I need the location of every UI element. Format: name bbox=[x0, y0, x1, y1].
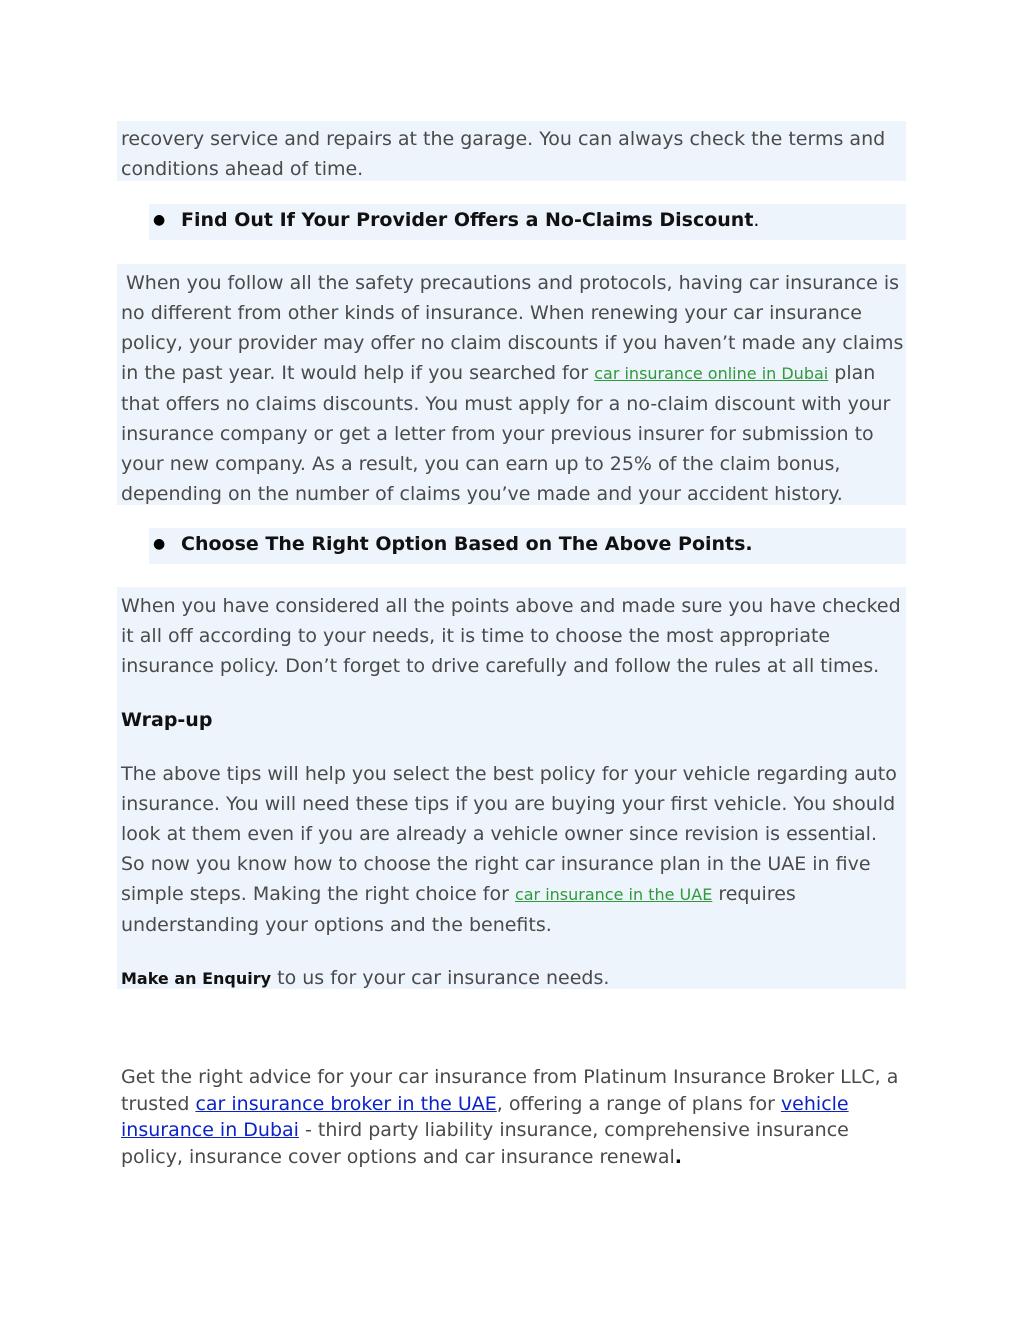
wrapup-text-2: requires understanding your options and the benefits. bbox=[121, 883, 796, 936]
no-claims-text-2: plan that offers no claims discounts. You must apply for a no-claim discount with your insurance company or get a letter from your previous insurer for submission to your new company. As a result, you can earn up to 25% of the claim bonus, depending on the number of claims you’ve made and your accident history. bbox=[121, 362, 891, 505]
intro-paragraph: recovery service and repairs at the garage. You can always check the terms and conditions ahead of time. bbox=[121, 128, 886, 180]
car-insurance-uae-link[interactable]: car insurance in the UAE bbox=[514, 885, 713, 904]
footer-text-1: Get the right advice for your car insurance from Platinum Insurance Broker LLC, a trusted bbox=[121, 1066, 899, 1115]
enquiry-line bbox=[121, 963, 906, 994]
no-claims-paragraph bbox=[121, 268, 906, 509]
footer-text-3: - third party liability insurance, comprehensive insurance policy, insurance cover options and car insurance renewal bbox=[121, 1119, 849, 1168]
bullet-icon: ● bbox=[153, 536, 166, 552]
footer-paragraph bbox=[121, 1064, 911, 1170]
footer-end: . bbox=[674, 1145, 682, 1168]
wrapup-text-1: The above tips will help you select the best policy for your vehicle regarding auto insurance. You will need these tips if you are buying your first vehicle. You should look at them even if you are already a vehicle owner since revision is essential. So now you know how to choose the right car insurance plan in the UAE in five simple steps. Making the right choice for bbox=[121, 763, 897, 905]
bullet-no-claims bbox=[149, 204, 906, 240]
wrapup-paragraph bbox=[121, 759, 906, 940]
no-claims-text-1: When you follow all the safety precautions and protocols, having car insurance is no different from other kinds of insurance. When renewing your car insurance policy, your provider may offer no claim discounts if you haven’t made any claims in the past year. It would help if you searched for bbox=[121, 272, 904, 384]
bullet-choose-option-title: Choose The Right Option Based on The Above Points. bbox=[181, 533, 753, 555]
bullet-icon: ● bbox=[153, 212, 166, 228]
bullet-no-claims-title: Find Out If Your Provider Offers a No-Claims Discount bbox=[181, 209, 754, 231]
wrapup-heading: Wrap-up bbox=[121, 709, 213, 731]
make-enquiry-label[interactable]: Make an Enquiry bbox=[121, 969, 272, 988]
vehicle-insurance-dubai-link[interactable]: vehicle insurance in Dubai bbox=[121, 1092, 849, 1141]
car-insurance-online-dubai-link[interactable]: car insurance online in Dubai bbox=[594, 364, 829, 383]
choose-option-paragraph: When you have considered all the points above and made sure you have checked it all off according to your needs, it is time to choose the most appropriate insurance policy. Don’t forget to drive carefully and follow the rules at all times. bbox=[121, 595, 901, 677]
enquiry-text: to us for your car insurance needs. bbox=[271, 967, 610, 989]
car-insurance-broker-uae-link[interactable]: car insurance broker in the UAE bbox=[195, 1092, 497, 1115]
bullet-no-claims-suffix: . bbox=[753, 209, 760, 231]
bullet-choose-option bbox=[149, 528, 906, 564]
footer-text-2: , offering a range of plans for bbox=[496, 1092, 781, 1115]
